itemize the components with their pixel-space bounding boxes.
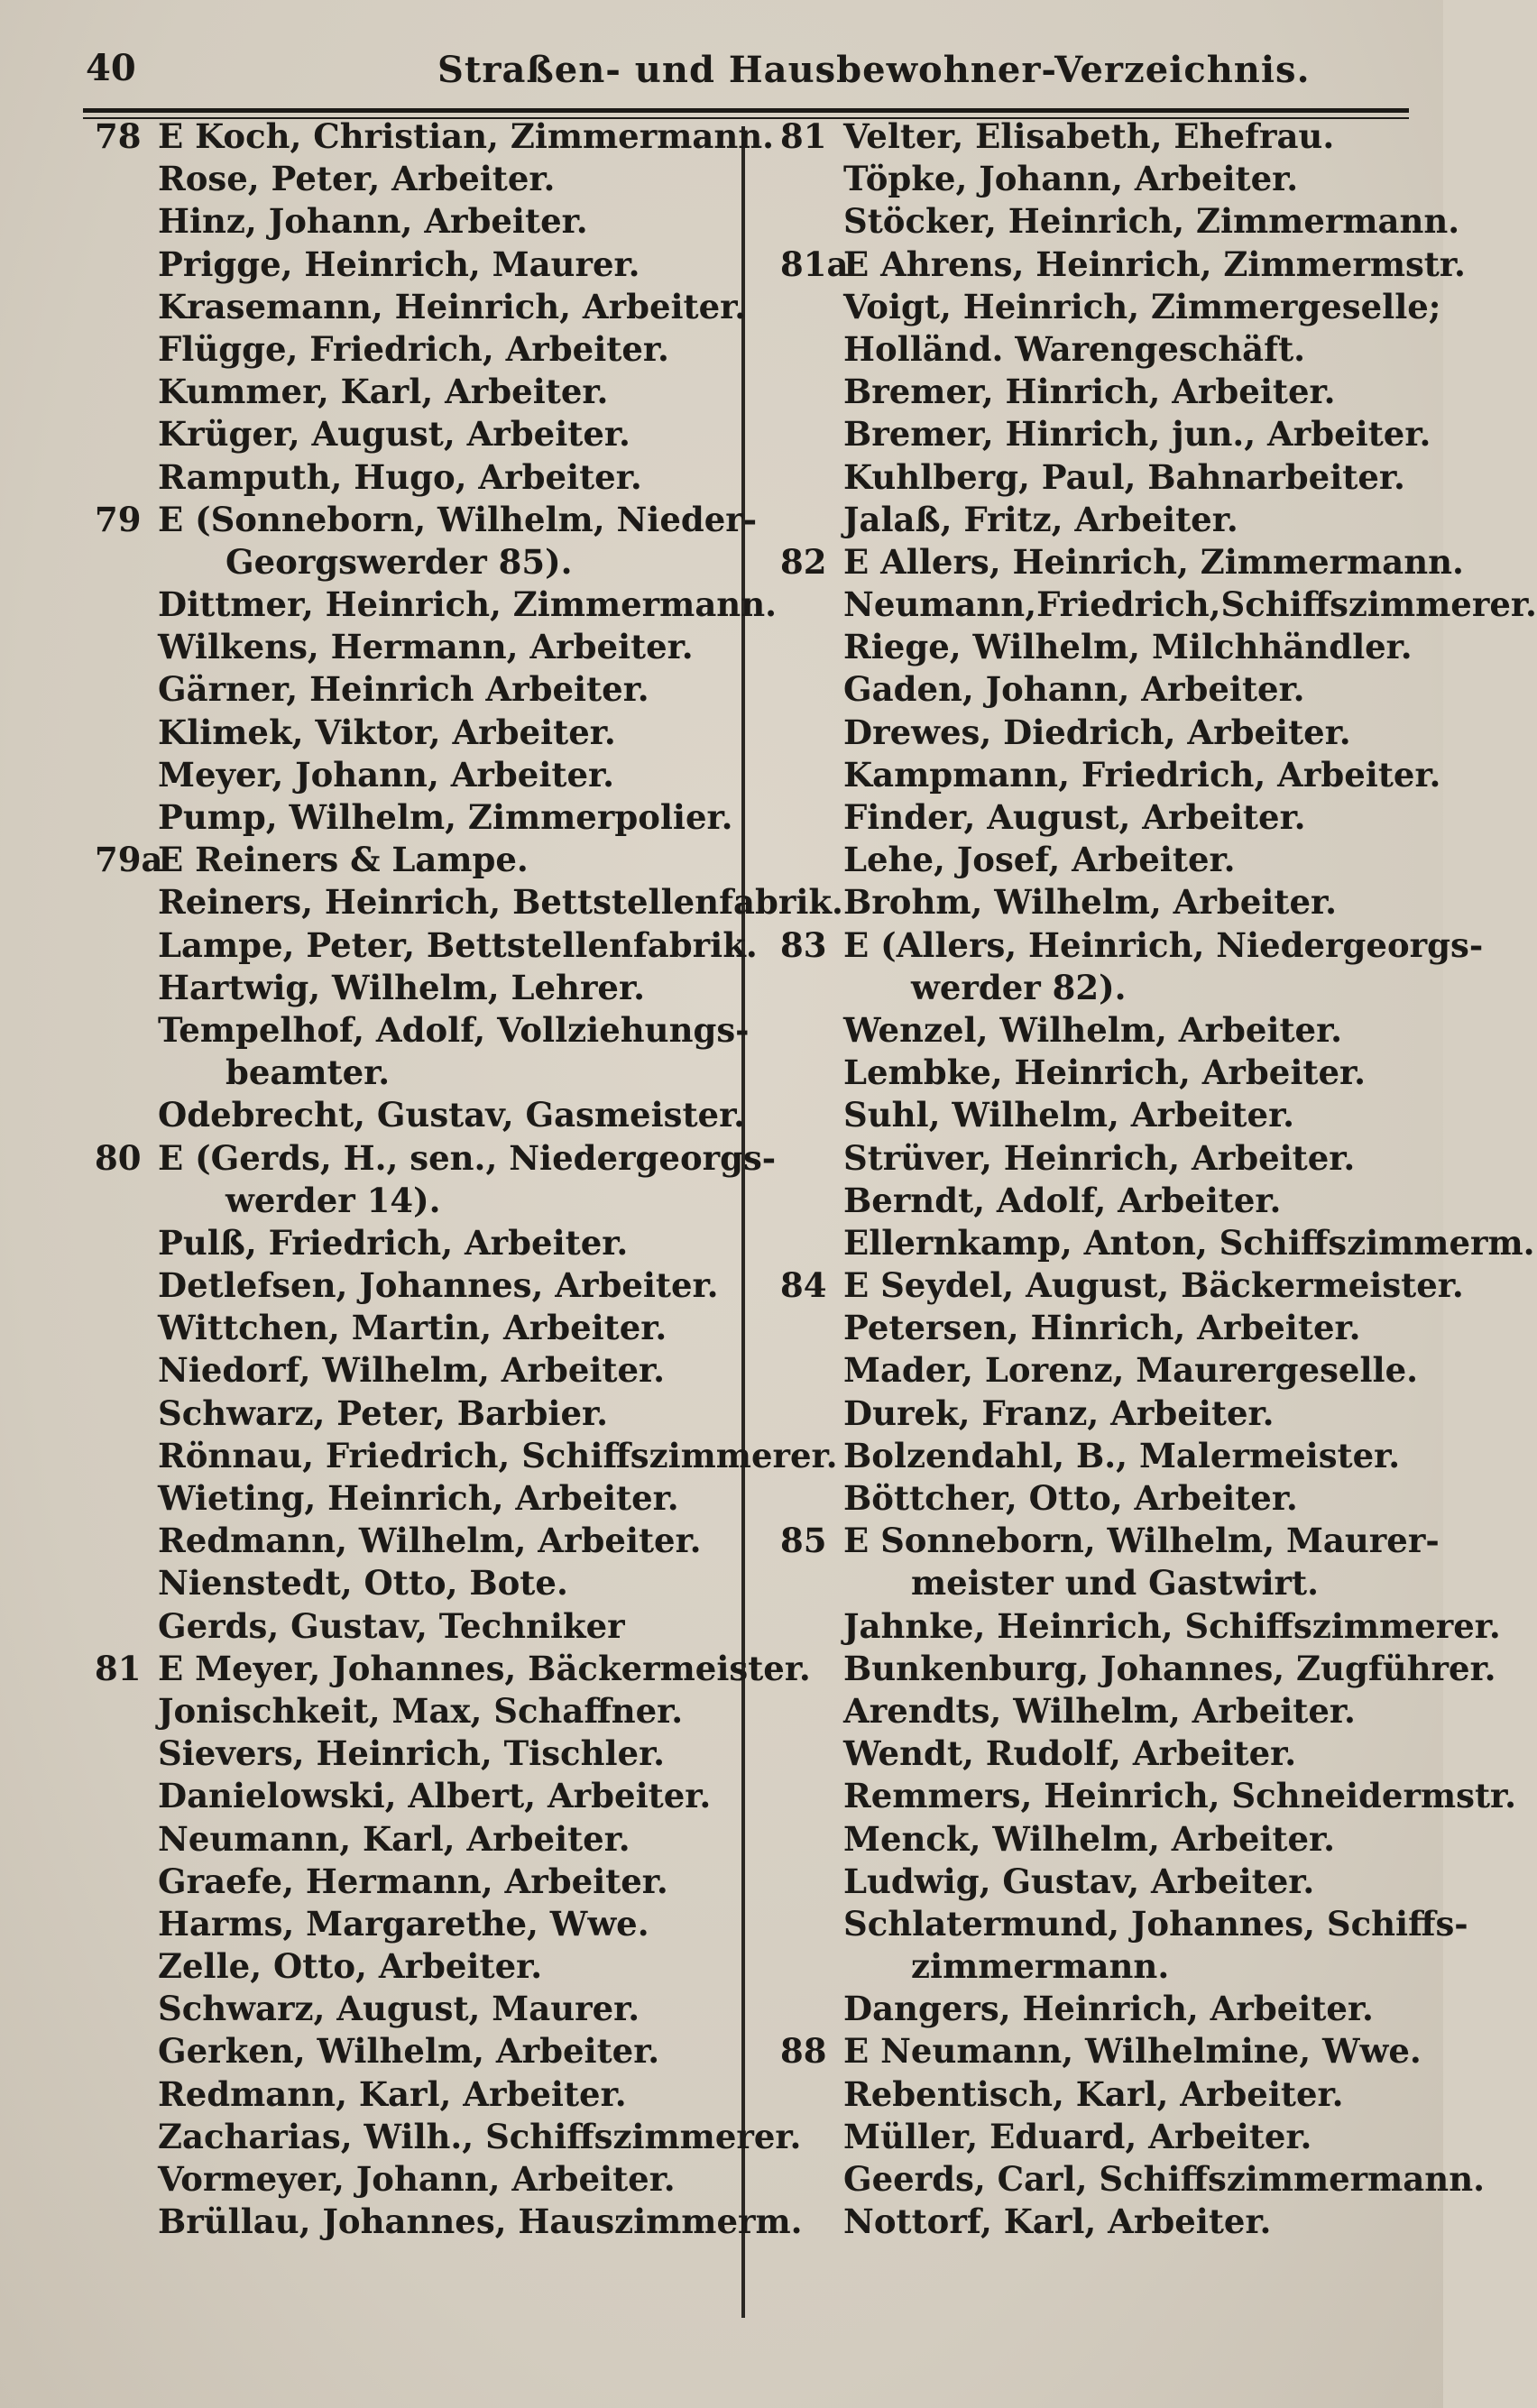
directory-line [86,967,731,1009]
resident-entry: Remmers, Heinrich, Schneidermstr. [843,1776,1517,1816]
resident-entry: Vormeyer, Johann, Arbeiter. [158,2159,676,2199]
resident-entry: Pump, Wilhelm, Zimmerpolier. [158,797,733,837]
directory-line [86,1775,731,1817]
resident-entry: E Reiners & Lampe. [158,840,529,880]
directory-line [86,1264,731,1307]
resident-entry: Ramputh, Hugo, Arbeiter. [158,456,642,497]
resident-entry: Georgswerder 85). [225,541,573,582]
house-number: 84 [780,1265,827,1306]
directory-line [86,584,777,626]
directory-line [771,1009,1421,1052]
resident-entry: Zacharias, Wilh., Schiffszimmerer. [158,2116,802,2156]
resident-entry: Nienstedt, Otto, Bote. [158,1563,568,1604]
directory-line [86,2073,731,2116]
resident-entry: Jahnke, Heinrich, Schiffszimmerer. [843,1605,1501,1646]
directory-line [771,881,1421,924]
directory-line [771,1903,1468,1945]
directory-line [86,1009,750,1052]
directory-line [86,456,731,499]
resident-entry: Stöcker, Heinrich, Zimmermann. [843,201,1460,242]
resident-entry: Gerds, Gustav, Techniker [158,1605,625,1646]
resident-entry: Töpke, Johann, Arbeiter. [843,159,1299,199]
house-number: 81a [780,244,849,284]
page-header [86,43,1407,99]
directory-line [771,1137,1421,1180]
directory-line [86,499,758,541]
resident-entry: E Meyer, Johannes, Bäckermeister. [158,1648,811,1688]
directory-line [771,2158,1485,2201]
directory-line [86,796,731,839]
directory-line [771,839,1421,881]
resident-entry: Redmann, Karl, Arbeiter. [158,2073,627,2114]
directory-line [86,1648,811,1690]
resident-entry: Graefe, Hermann, Arbeiter. [158,1861,668,1901]
directory-line [86,244,731,286]
directory-line [771,1264,1464,1307]
directory-line [771,1180,1421,1222]
resident-entry: Wilkens, Hermann, Arbeiter. [158,627,694,667]
right-column [771,115,1537,2243]
directory-line [86,1094,746,1136]
directory-line [86,1222,731,1264]
house-number: 83 [780,924,827,965]
resident-entry: Redmann, Wilhelm, Arbeiter. [158,1521,702,1561]
resident-entry: zimmermann. [911,1946,1170,1987]
resident-entry: E Seydel, August, Bäckermeister. [843,1265,1464,1306]
directory-line [86,626,731,668]
resident-entry: Menck, Wilhelm, Arbeiter. [843,1818,1336,1859]
resident-entry: Durek, Franz, Arbeiter. [843,1392,1275,1433]
running-title: Straßen- und Hausbewohner-Verzeichnis. [437,49,1311,91]
directory-line [771,1562,1421,1604]
directory-line [771,499,1421,541]
resident-entry: Odebrecht, Gustav, Gasmeister. [158,1095,746,1135]
resident-entry: E Sonneborn, Wilhelm, Maurer- [843,1521,1440,1561]
resident-entry: Wieting, Heinrich, Arbeiter. [158,1478,679,1518]
directory-line [771,754,1441,796]
directory-line [86,115,775,158]
house-number: 81 [780,116,827,156]
directory-line [771,1094,1421,1136]
directory-line [771,2116,1421,2158]
resident-entry: Zelle, Otto, Arbeiter. [158,1946,543,1987]
resident-entry: Kampmann, Friedrich, Arbeiter. [843,754,1441,795]
resident-entry: Klimek, Viktor, Arbeiter. [158,712,616,752]
directory-line [86,541,731,584]
directory-line [86,924,758,967]
directory-line [86,839,731,881]
directory-line [86,2201,803,2243]
resident-entry: beamter. [225,1052,391,1093]
directory-line [771,158,1421,200]
resident-entry: Krüger, August, Arbeiter. [158,414,630,455]
directory-line [771,1435,1421,1477]
resident-entry: Bolzendahl, B., Malermeister. [843,1435,1401,1475]
resident-entry: Flügge, Friedrich, Arbeiter. [158,328,669,369]
directory-line [771,796,1421,839]
resident-entry: Wenzel, Wilhelm, Arbeiter. [843,1009,1343,1050]
resident-entry: Neumann,Friedrich,Schiffszimmerer. [843,584,1537,625]
directory-line [771,1605,1501,1648]
directory-line [771,371,1421,413]
resident-entry: Berndt, Adolf, Arbeiter. [843,1180,1282,1220]
directory-line [771,456,1421,499]
directory-line [771,1222,1535,1264]
directory-line [771,626,1421,668]
directory-line [771,286,1441,328]
directory-line [86,371,731,413]
house-number: 82 [780,541,827,582]
directory-line [86,881,843,924]
directory-line [86,1605,731,1648]
directory-line [771,584,1537,626]
resident-entry: Bremer, Hinrich, Arbeiter. [843,372,1336,412]
directory-line [86,1349,731,1392]
header-rule [83,108,1409,113]
resident-entry: Suhl, Wilhelm, Arbeiter. [843,1095,1295,1135]
directory-line [86,1861,731,1903]
directory-line [771,115,1421,158]
directory-line [771,967,1421,1009]
directory-line [86,2158,731,2201]
directory-line [771,2073,1421,2116]
directory-line [86,1945,731,1988]
directory-line [86,158,731,200]
resident-entry: E Neumann, Wilhelmine, Wwe. [843,2031,1422,2072]
directory-line [771,328,1421,371]
resident-entry: Arendts, Wilhelm, Arbeiter. [843,1690,1356,1731]
resident-entry: Brohm, Wilhelm, Arbeiter. [843,882,1337,923]
house-number: 85 [780,1521,827,1561]
resident-entry: Lampe, Peter, Bettstellenfabrik. [158,924,758,965]
resident-entry: Neumann, Karl, Arbeiter. [158,1818,630,1859]
column-divider [741,126,745,2318]
directory-line [771,1648,1496,1690]
directory-line [86,1818,731,1861]
resident-entry: Bremer, Hinrich, jun., Arbeiter. [843,414,1431,455]
resident-entry: Finder, August, Arbeiter. [843,797,1306,837]
resident-entry: E (Sonneborn, Wilhelm, Nieder- [158,499,758,539]
directory-line [86,286,747,328]
resident-entry: Gerken, Wilhelm, Arbeiter. [158,2031,660,2072]
resident-entry: Wittchen, Martin, Arbeiter. [158,1308,667,1348]
resident-entry: Prigge, Heinrich, Maurer. [158,244,640,284]
resident-entry: Wendt, Rudolf, Arbeiter. [843,1733,1297,1774]
directory-line [771,541,1464,584]
resident-entry: Rose, Peter, Arbeiter. [158,159,556,199]
page-number: 40 [86,47,136,89]
house-number: 88 [780,2031,827,2072]
resident-entry: E Allers, Heinrich, Zimmermann. [843,541,1464,582]
resident-entry: Reiners, Heinrich, Bettstellenfabrik. [158,882,843,923]
house-number: 79a [95,840,163,880]
resident-entry: Müller, Eduard, Arbeiter. [843,2116,1312,2156]
directory-line [771,244,1466,286]
directory-line [86,1052,731,1094]
directory-line [771,1861,1421,1903]
resident-entry: E (Allers, Heinrich, Niedergeorgs- [843,924,1484,965]
directory-line [771,1307,1421,1349]
resident-entry: Gaden, Johann, Arbeiter. [843,669,1305,710]
directory-line [771,413,1431,455]
directory-line [771,1945,1421,1988]
directory-line [86,1520,731,1562]
directory-line [86,1137,777,1180]
directory-line [86,1562,731,1604]
resident-entry: Drewes, Diedrich, Arbeiter. [843,712,1351,752]
resident-entry: Schwarz, Peter, Barbier. [158,1392,608,1433]
resident-entry: Rebentisch, Karl, Arbeiter. [843,2073,1344,2114]
directory-line [86,1307,731,1349]
directory-line [86,1435,838,1477]
directory-line [771,668,1421,711]
directory-line [771,1520,1440,1562]
resident-entry: Dittmer, Heinrich, Zimmermann. [158,584,777,625]
directory-line [771,924,1484,967]
resident-entry: Gärner, Heinrich Arbeiter. [158,669,649,710]
directory-line [771,1775,1517,1817]
directory-line [86,1690,731,1732]
resident-entry: Dangers, Heinrich, Arbeiter. [843,1989,1374,2029]
resident-entry: Schlatermund, Johannes, Schiffs- [843,1903,1468,1944]
directory-line [86,1988,731,2030]
directory-line [771,1052,1421,1094]
resident-entry: Lehe, Josef, Arbeiter. [843,840,1236,880]
resident-entry: Jalaß, Fritz, Arbeiter. [843,499,1238,539]
resident-entry: werder 14). [225,1180,441,1220]
directory-line [771,1988,1421,2030]
resident-entry: Detlefsen, Johannes, Arbeiter. [158,1265,719,1306]
resident-entry: Bunkenburg, Johannes, Zugführer. [843,1648,1496,1688]
resident-entry: Krasemann, Heinrich, Arbeiter. [158,286,747,326]
directory-line [771,1690,1421,1732]
directory-line [771,1732,1421,1775]
resident-entry: Ellernkamp, Anton, Schiffszimmerm. [843,1222,1535,1263]
resident-entry: Petersen, Hinrich, Arbeiter. [843,1308,1361,1348]
directory-line [86,1180,731,1222]
resident-entry: Holländ. Warengeschäft. [843,328,1306,369]
resident-entry: Jonischkeit, Max, Schaffner. [158,1690,684,1731]
directory-line [771,200,1460,243]
directory-line [86,754,731,796]
directory-line [86,1903,731,1945]
directory-line [771,1477,1421,1520]
directory-line [86,712,731,754]
resident-entry: Riege, Wilhelm, Milchhändler. [843,627,1413,667]
resident-entry: Ludwig, Gustav, Arbeiter. [843,1861,1315,1901]
resident-entry: Schwarz, August, Maurer. [158,1989,640,2029]
directory-line [86,2030,731,2073]
directory-line [771,712,1421,754]
resident-entry: Kummer, Karl, Arbeiter. [158,372,609,412]
resident-entry: Hinz, Johann, Arbeiter. [158,201,588,242]
resident-entry: Nottorf, Karl, Arbeiter. [843,2201,1272,2242]
resident-entry: Mader, Lorenz, Maurergeselle. [843,1350,1418,1391]
directory-line [771,2201,1421,2243]
resident-entry: Danielowski, Albert, Arbeiter. [158,1776,712,1816]
resident-entry: Voigt, Heinrich, Zimmergeselle; [843,286,1441,326]
house-number: 80 [95,1137,142,1178]
resident-entry: Niedorf, Wilhelm, Arbeiter. [158,1350,666,1391]
directory-line [86,328,731,371]
resident-entry: Velter, Elisabeth, Ehefrau. [843,116,1335,156]
resident-entry: Pulß, Friedrich, Arbeiter. [158,1222,629,1263]
house-number: 81 [95,1648,142,1688]
directory-line [86,1392,731,1435]
resident-entry: werder 82). [911,967,1127,1007]
resident-entry: Böttcher, Otto, Arbeiter. [843,1478,1298,1518]
resident-entry: Tempelhof, Adolf, Vollziehungs- [158,1009,750,1050]
resident-entry: Harms, Margarethe, Wwe. [158,1903,649,1944]
directory-line [86,668,731,711]
resident-entry: Strüver, Heinrich, Arbeiter. [843,1137,1356,1178]
directory-line [86,1732,731,1775]
resident-entry: Brüllau, Johannes, Hauszimmerm. [158,2201,803,2242]
directory-line [86,200,731,243]
resident-entry: Rönnau, Friedrich, Schiffszimmerer. [158,1435,838,1475]
directory-line [771,2030,1421,2073]
resident-entry: Hartwig, Wilhelm, Lehrer. [158,967,645,1007]
resident-entry: Lembke, Heinrich, Arbeiter. [843,1052,1366,1093]
resident-entry: Meyer, Johann, Arbeiter. [158,754,615,795]
directory-line [771,1349,1421,1392]
directory-line [771,1392,1421,1435]
resident-entry: E (Gerds, H., sen., Niedergeorgs- [158,1137,777,1178]
house-number: 78 [95,116,142,156]
resident-entry: meister und Gastwirt. [911,1563,1320,1604]
directory-line [86,413,731,455]
directory-line [86,2116,802,2158]
resident-entry: Sievers, Heinrich, Tischler. [158,1733,666,1774]
resident-entry: Geerds, Carl, Schiffszimmermann. [843,2159,1485,2199]
house-number: 79 [95,499,142,539]
directory-line [771,1818,1421,1861]
directory-line [86,1477,731,1520]
resident-entry: E Ahrens, Heinrich, Zimmermstr. [843,244,1466,284]
resident-entry: Kuhlberg, Paul, Bahnarbeiter. [843,456,1405,497]
resident-entry: E Koch, Christian, Zimmermann. [158,116,775,156]
